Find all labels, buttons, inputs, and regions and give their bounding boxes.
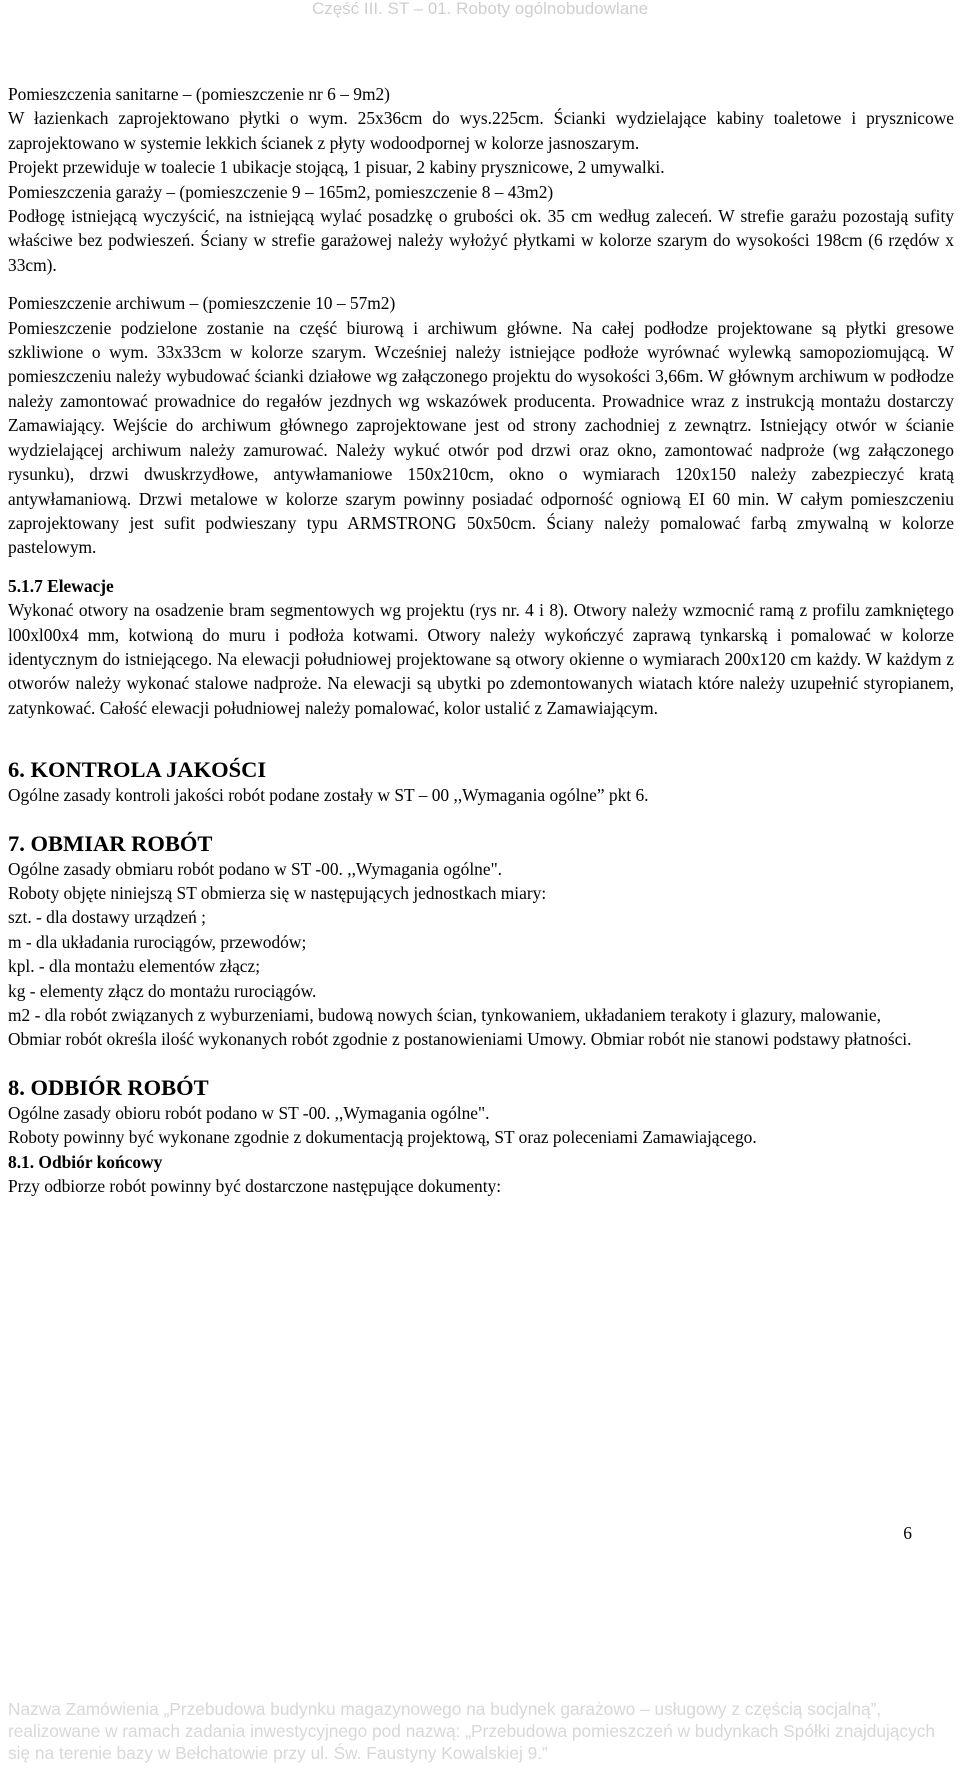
archive-title: Pomieszczenie archiwum – (pomieszczenie 10 – 57m2)	[8, 293, 396, 314]
garage-body: Podłogę istniejącą wyczyścić, na istniejącą wylać posadzkę o grubości ok. 35 cm według zaleceń. W strefie garażu pozostają sufity właściwe bez podwieszeń. Ściany w strefie garażowej należy wyłożyć płytkami w kolorze szarym do wysokości 198cm (6 rzędów x 33cm).	[8, 206, 954, 275]
measurement-unit-kg: kg - elementy złącz do montażu rurociągów.	[8, 980, 317, 1001]
quality-body: Ogólne zasady kontroli jakości robót podane zostały w ST – 00 ,,Wymagania ogólne” pkt 6.	[8, 785, 649, 806]
acceptance-heading: 8. ODBIÓR ROBÓT	[8, 1074, 209, 1100]
final-acceptance-body: Przy odbiorze robót powinny być dostarczone następujące dokumenty:	[8, 1176, 502, 1197]
sanitary-title: Pomieszczenia sanitarne – (pomieszczenie nr 6 – 9m2)	[8, 84, 390, 104]
final-acceptance-heading: 8.1. Odbiór końcowy	[8, 1151, 163, 1172]
measurement-unit-kpl: kpl. - dla montażu elementów złącz;	[8, 956, 261, 977]
facade-body: Wykonać otwory na osadzenie bram segmentowych wg projektu (rys nr. 4 i 8). Otwory należy wzmocnić ramą z profilu zamkniętego l00xl00x4 mm, kotwioną do muru i podłoża kotwami. Otwory należy wykończyć zaprawą tynkarską i pomalować w kolorze identycznym do istniejącego. Na elewacji południowej projektowane są otwory okienne o wymiarach 200x120 cm każdy. W każdym z otworów należy wykonać stalowe nadproże. Na elewacji są ubytki po zdemontowanych wiatach które należy uzupełnić styropianem, zatynkować. Całość elewacji południowej należy pomalować, kolor ustalić z Zamawiającym.	[8, 600, 954, 718]
facade-heading: 5.1.7 Elewacje	[8, 575, 114, 596]
page-footer: Nazwa Zamówienia „Przebudowa budynku magazynowego na budynek garażowo – usługowy z częścią socjalną”, realizowane w ramach zadania inwestycyjnego pod nazwą: „Przebudowa pomieszczeń w budynkach Spółki znajdujących się na terenie bazy w Bełchatowie przy ul. Św. Faustyny Kowalskiej 9.”	[8, 1699, 935, 1763]
page-header: Część III. ST – 01. Roboty ogólnobudowlane	[311, 0, 649, 18]
measurement-line-2: Roboty objęte niniejszą ST obmierza się w następujących jednostkach miary:	[8, 882, 547, 903]
measurement-line-1: Ogólne zasady obmiaru robót podano w ST -00. ,,Wymagania ogólne".	[8, 858, 503, 879]
archive-body: Pomieszczenie podzielone zostanie na część biurową i archiwum główne. Na całej podłodze projektowane są płytki gresowe szkliwione o wym. 33x33cm w kolorze szarym. Wcześniej należy istniejące podłoże wyrównać wylewką samopoziomującą. W pomieszczeniu należy wybudować ścianki działowe wg załączonego projektu do wysokości 3,66m. W głównym archiwum w podłodze należy zamontować prowadnice do regałów jezdnych wg wskazówek producenta. Prowadnice wraz z instrukcją montażu dostarczy Zamawiający. Wejście do archiwum głównego zaprojektowane jest od strony zachodniej z zewnątrz. Istniejący otwór w ścianie wydzielającej archiwum należy zamurować. Należy wykuć otwór pod drzwi oraz okno, zamontować nadproże (wg załączonego rysunku), drzwi dwuskrzydłowe, antywłamaniowe 150x210cm, okno o wymiarach 120x150 należy zabezpieczyć kratą antywłamaniową. Drzwi metalowe w kolorze szarym powinny posiadać odporność ogniową EI 60 min. W całym pomieszczeniu zaprojektowany jest sufit podwieszany typu ARMSTRONG 50x50cm. Ściany należy pomalować farbą zmywalną w kolorze pastelowym.	[8, 317, 954, 558]
sanitary-tiles: W łazienkach zaprojektowano płytki o wym. 25x36cm do wys.225cm. Ścianki wydzielające kabiny toaletowe i prysznicowe zaprojektowano w systemie lekkich ścianek z płyty wodoodpornej w kolorze jasnoszarym.	[8, 108, 954, 153]
garage-title: Pomieszczenia garaży – (pomieszczenie 9 – 165m2, pomieszczenie 8 – 43m2)	[8, 181, 554, 202]
sanitary-fixtures: Projekt przewiduje w toalecie 1 ubikacje stojącą, 1 pisuar, 2 kabiny prysznicowe, 2 umywalki.	[8, 157, 665, 178]
measurement-unit-szt: szt. - dla dostawy urządzeń ;	[8, 907, 206, 928]
page-number: 6	[903, 1523, 912, 1543]
acceptance-line-2: Roboty powinny być wykonane zgodnie z dokumentacją projektową, ST oraz poleceniami Zamawiającego.	[8, 1127, 757, 1148]
measurement-heading: 7. OBMIAR ROBÓT	[8, 830, 213, 856]
measurement-unit-m2: m2 - dla robót związanych z wyburzeniami, budową nowych ścian, tynkowaniem, układaniem terakoty i glazury, malowanie,	[8, 1005, 881, 1025]
measurement-note: Obmiar robót określa ilość wykonanych robót zgodnie z postanowieniami Umowy. Obmiar robót nie stanowi podstawy płatności.	[8, 1029, 912, 1050]
measurement-unit-m: m - dla układania rurociągów, przewodów;	[8, 931, 307, 952]
document-body	[8, 82, 954, 1198]
quality-heading: 6. KONTROLA JAKOŚCI	[8, 757, 267, 783]
acceptance-line-1: Ogólne zasady obioru robót podano w ST -00. ,,Wymagania ogólne".	[8, 1102, 490, 1123]
